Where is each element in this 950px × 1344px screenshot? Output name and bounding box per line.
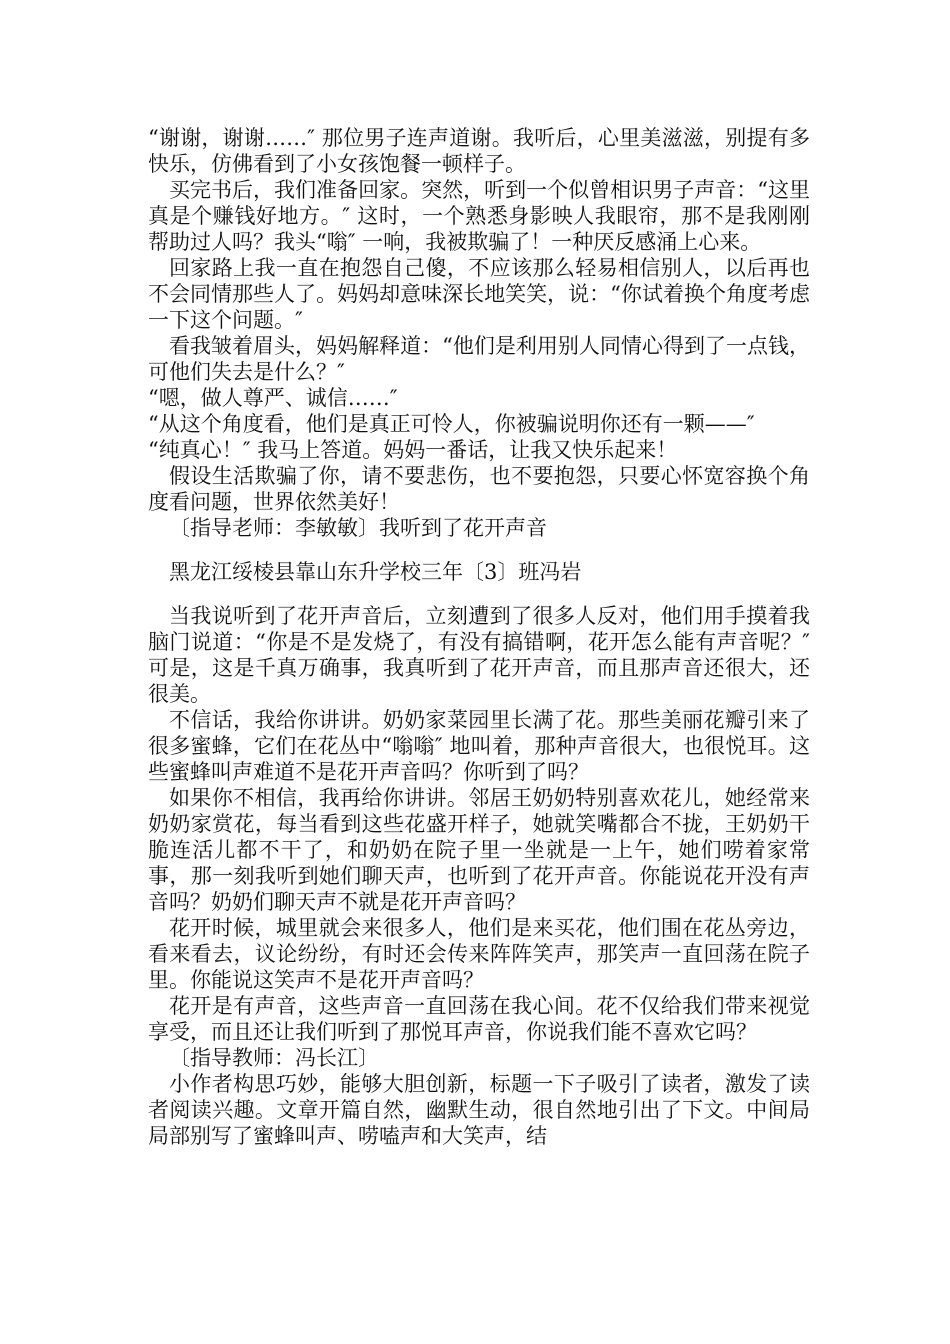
paragraph-teacher-and-title: 〔指导老师：李敏敏〕我听到了花开声音: [169, 516, 547, 540]
paragraph-complaint: 回家路上我一直在抱怨自己傻，不应该那么轻易相信别人，以后再也不会同情那些人了。妈妈却意味深长地笑笑，说：“你试着换个角度考虑一下这个问题。″: [148, 256, 810, 332]
paragraph-city-visitors: 花开时候，城里就会来很多人，他们是来买花，他们围在花丛旁边，看来看去，议论纷纷，有时还会传来阵阵笑声，那笑声一直回荡在院子里。你能说这笑声不是花开声音吗？: [148, 916, 810, 992]
paragraph-going-home: 买完书后，我们准备回家。突然，听到一个似曾相识男子声音：“这里真是个赚钱好地方。″ 这时，一个熟悉身影映人我眼帘，那不是我刚刚帮助过人吗？我头“嗡″ 一响，我被欺骗了！一种厌反感涌上心来。: [148, 178, 810, 254]
paragraph-commentary: 小作者构思巧妙，能够大胆创新，标题一下子吸引了读者，激发了读者阅读兴趣。文章开篇自然，幽默生动，很自然地引出了下文。中间局局部别写了蜜蜂叫声、唠嗑声和大笑声，结: [148, 1072, 810, 1148]
paragraph-conclusion: 假设生活欺骗了你，请不要悲伤，也不要抱怨，只要心怀宽容换个角度看问题，世界依然美好！: [148, 464, 810, 514]
author-school-line: 黑龙江绥棱县靠山东升学校三年〔3〕班冯岩: [169, 560, 582, 584]
paragraph-mother-explains: 看我皱着眉头，妈妈解释道：“他们是利用别人同情心得到了一点钱，可他们失去是什么？″: [148, 334, 810, 384]
paragraph-bees: 不信话，我给你讲讲。奶奶家菜园里长满了花。那些美丽花瓣引来了很多蜜蜂，它们在花丛中“嗡嗡″ 地叫着，那种声音很大，也很悦耳。这些蜜蜂叫声难道不是花开声音吗？你听到了吗？: [148, 708, 810, 784]
paragraph-thanks: “谢谢，谢谢……″ 那位男子连声道谢。我听后，心里美滋滋，别提有多快乐，仿佛看到了小女孩饱餐一顿样子。: [148, 126, 810, 176]
paragraph-instructor: 〔指导教师：冯长江〕: [169, 1046, 379, 1070]
paragraph-pure-heart: “纯真心！″ 我马上答道。妈妈一番话，让我又快乐起来！: [148, 438, 678, 462]
paragraph-grandma-wang: 如果你不相信，我再给你讲讲。邻居王奶奶特别喜欢花儿，她经常来奶奶家赏花，每当看到这些花盛开样子，她就笑嘴都合不拢，王奶奶干脆连活儿都不干了，和奶奶在院子里一坐就是一上午，她们唠着家常事，那一刻我听到她们聊天声，也听到了花开声音。你能说花开没有声音吗？奶奶们聊天声不就是花开声音吗？: [148, 786, 810, 914]
paragraph-pitiful: “从这个角度看，他们是真正可怜人，你被骗说明你还有一颗——″: [148, 412, 755, 436]
document-body: [148, 125, 817, 1149]
paragraph-flower-voices: 花开是有声音，这些声音一直回荡在我心间。花不仅给我们带来视觉享受，而且还让我们听到了那悦耳声音，你说我们能不喜欢它吗？: [148, 994, 810, 1044]
paragraph-heard-flowers: 当我说听到了花开声音后，立刻遭到了很多人反对，他们用手摸着我脑门说道：“你是不是发烧了，有没有搞错啊，花开怎么能有声音呢？″ 可是，这是千真万确事，我真听到了花开声音，而且那声音还很大，还很美。: [148, 604, 817, 706]
paragraph-dignity: “嗯，做人尊严、诚信……″: [148, 386, 398, 410]
